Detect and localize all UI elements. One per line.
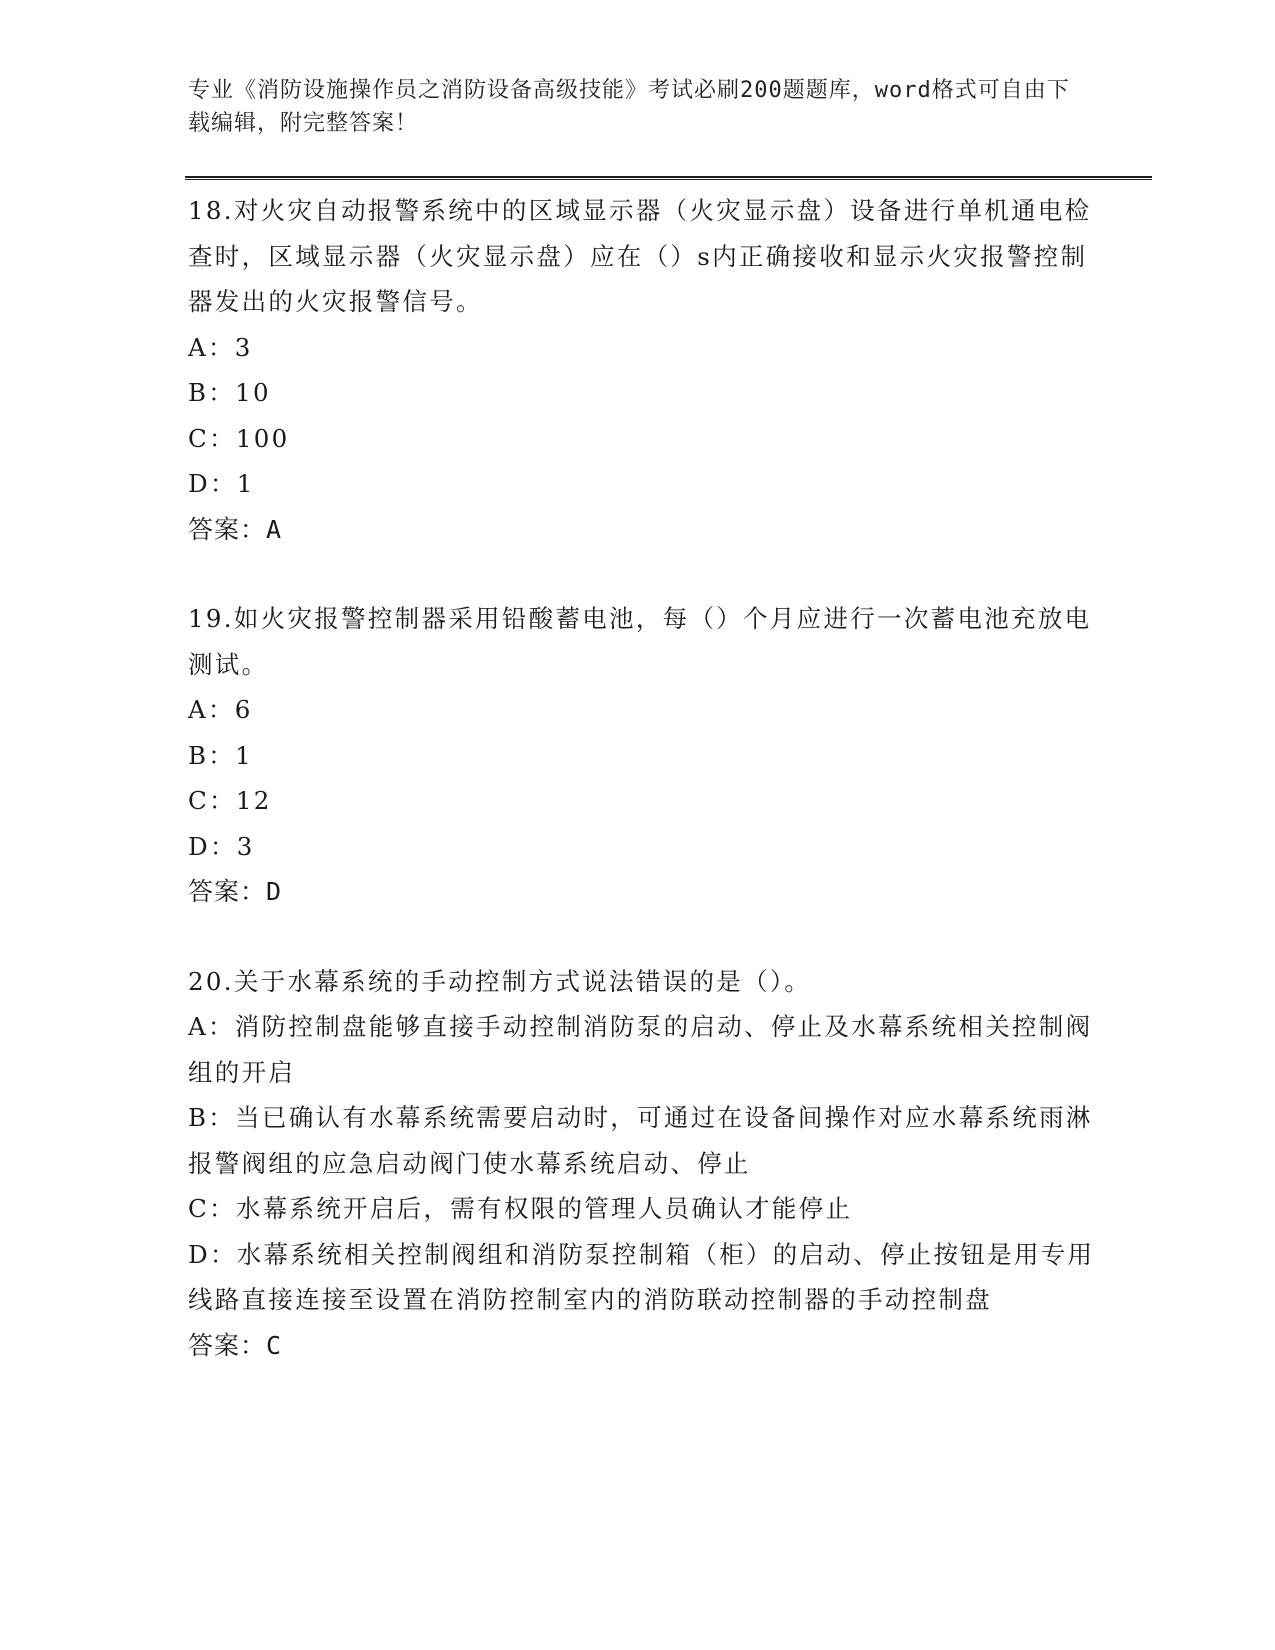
option-c: C：水幕系统开启后，需有权限的管理人员确认才能停止 — [188, 1194, 853, 1223]
question-20 — [188, 959, 1108, 1369]
question-18 — [188, 188, 1108, 552]
question-19 — [188, 596, 1108, 915]
header-divider — [185, 176, 1152, 180]
option-b: B：10 — [188, 378, 271, 407]
document-header: 专业《消防设施操作员之消防设备高级技能》考试必刷200题题库，word格式可自由下载编辑，附完整答案！ — [188, 78, 1070, 136]
option-c: C：100 — [188, 423, 290, 453]
option-d: D：水幕系统相关控制阀组和消防泵控制箱（柜）的启动、停止按钮是用专用线路直接连接至设置在消防控制室内的消防联动控制器的手动控制盘 — [188, 1239, 1095, 1314]
option-c: C：12 — [188, 786, 272, 815]
answer-line: 答案：A — [188, 514, 283, 544]
answer-line: 答案：C — [188, 1330, 283, 1360]
option-d: D：1 — [188, 469, 255, 498]
option-b: B：1 — [188, 740, 253, 770]
question-text: 20.关于水幕系统的手动控制方式说法错误的是（）。 — [188, 966, 812, 996]
option-a: A：3 — [188, 332, 253, 362]
option-b: B：当已确认有水幕系统需要启动时，可通过在设备间操作对应水幕系统雨淋报警阀组的应急启动阀门使水幕系统启动、停止 — [188, 1103, 1093, 1178]
answer-line: 答案：D — [188, 877, 283, 906]
option-d: D：3 — [188, 831, 255, 861]
option-a: A：消防控制盘能够直接手动控制消防泵的启动、停止及水幕系统相关控制阀组的开启 — [188, 1012, 1093, 1087]
question-list — [188, 188, 1108, 1368]
question-text: 19.如火灾报警控制器采用铅酸蓄电池，每（）个月应进行一次蓄电池充放电测试。 — [188, 604, 1092, 679]
question-text: 18.对火灾自动报警系统中的区域显示器（火灾显示盘）设备进行单机通电检查时，区域显示器（火灾显示盘）应在（）s内正确接收和显示火灾报警控制器发出的火灾报警信号。 — [188, 196, 1092, 316]
option-a: A：6 — [188, 695, 253, 724]
